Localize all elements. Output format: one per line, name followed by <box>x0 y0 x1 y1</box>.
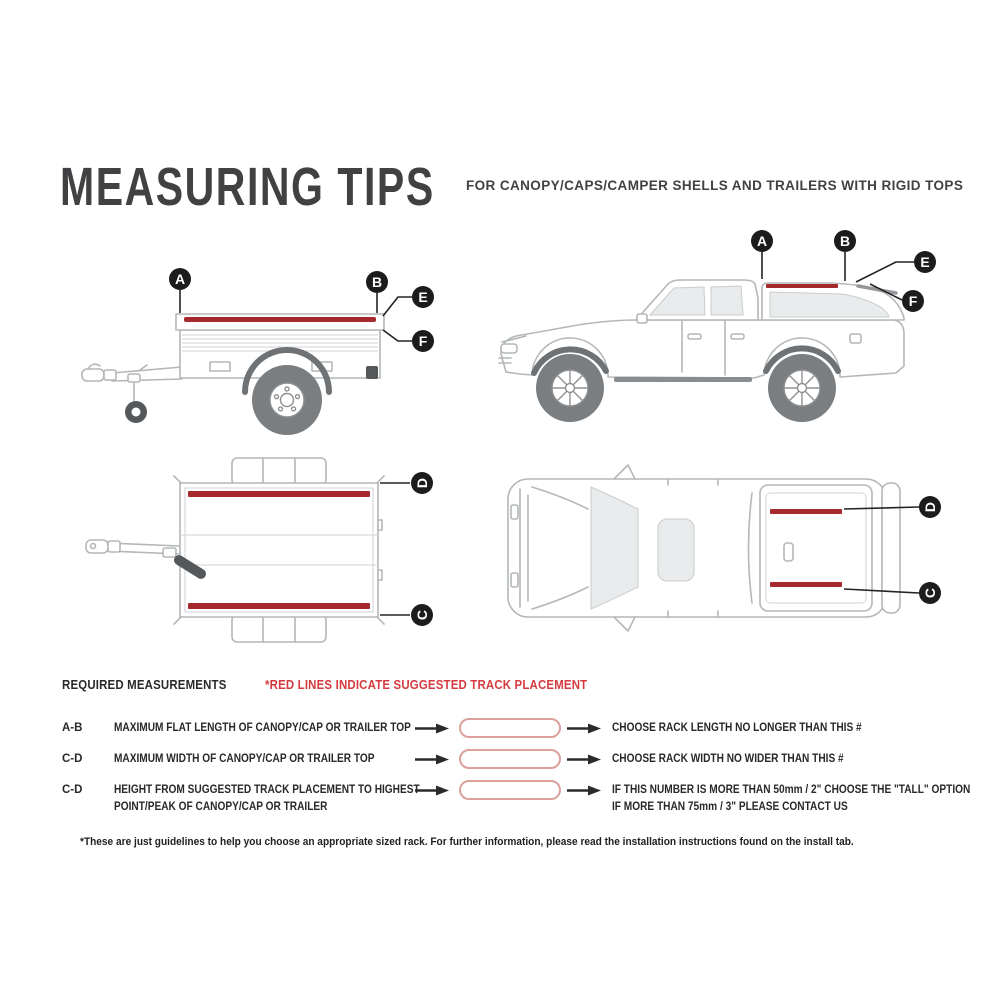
arrow-right-icon <box>414 720 454 734</box>
marker-b-badge <box>834 230 856 252</box>
page-subtitle: FOR CANOPY/CAPS/CAMPER SHELLS AND TRAILERS WITH RIGID TOPS <box>466 178 964 193</box>
row-id: A-B <box>62 722 83 734</box>
marker-b-badge <box>366 271 388 293</box>
svg-text:C: C <box>414 609 430 621</box>
measurement-blank-pill <box>459 780 561 800</box>
marker-c-badge <box>919 582 941 604</box>
measurement-row-ab <box>62 720 950 738</box>
svg-text:A: A <box>174 271 186 287</box>
trailer-top-art <box>86 458 384 642</box>
svg-text:A: A <box>756 233 768 249</box>
truck-side-diagram <box>490 220 950 440</box>
red-lines-note: *RED LINES INDICATE SUGGESTED TRACK PLACEMENT <box>264 677 588 692</box>
svg-text:F: F <box>908 293 918 309</box>
marker-c-badge <box>411 604 433 626</box>
row-result: CHOOSE RACK WIDTH NO WIDER THAN THIS # <box>612 753 844 765</box>
row-result: IF MORE THAN 75mm / 3" PLEASE CONTACT US <box>612 801 848 813</box>
svg-text:B: B <box>371 274 383 290</box>
row-description: MAXIMUM FLAT LENGTH OF CANOPY/CAP OR TRAILER TOP <box>114 722 411 734</box>
trailer-top-diagram <box>60 450 460 670</box>
trailer-side-art <box>82 314 384 435</box>
svg-text:E: E <box>418 289 428 305</box>
svg-text:C: C <box>922 587 938 599</box>
arrow-right-icon <box>414 751 454 765</box>
svg-text:D: D <box>922 501 938 513</box>
truck-side-art <box>499 280 904 422</box>
row-id: C-D <box>62 784 83 796</box>
marker-e-badge <box>412 286 434 308</box>
marker-f-badge <box>412 330 434 352</box>
marker-f-badge <box>902 290 924 312</box>
truck-top-diagram <box>490 455 950 675</box>
marker-d-badge <box>919 496 941 518</box>
row-description: MAXIMUM WIDTH OF CANOPY/CAP OR TRAILER TOP <box>114 753 375 765</box>
marker-a-badge <box>751 230 773 252</box>
row-description: HEIGHT FROM SUGGESTED TRACK PLACEMENT TO HIGHEST <box>114 784 420 796</box>
required-measurements-heading: REQUIRED MEASUREMENTS <box>62 677 227 692</box>
svg-text:D: D <box>414 477 430 489</box>
guidelines-footnote: *These are just guidelines to help you choose an appropriate sized rack. For further information, please read the installation instructions found on the install tab. <box>80 836 854 848</box>
row-id: C-D <box>62 753 83 765</box>
svg-text:E: E <box>920 254 930 270</box>
row-result: CHOOSE RACK LENGTH NO LONGER THAN THIS # <box>612 722 862 734</box>
marker-a-badge <box>169 268 191 290</box>
measurement-row-cd-height <box>62 782 971 816</box>
measurement-row-cd-width <box>62 751 950 769</box>
measurement-rows <box>62 720 971 829</box>
arrow-right-icon <box>414 782 454 796</box>
row-description: POINT/PEAK OF CANOPY/CAP OR TRAILER <box>114 801 328 813</box>
arrow-right-icon <box>566 751 612 765</box>
row-result: IF THIS NUMBER IS MORE THAN 50mm / 2" CHOOSE THE "TALL" OPTION <box>612 784 971 796</box>
svg-text:B: B <box>839 233 851 249</box>
required-measurements-line <box>62 677 631 692</box>
trailer-top-markers <box>380 472 433 626</box>
truck-top-art <box>508 465 900 631</box>
marker-e-badge <box>914 251 936 273</box>
arrow-right-icon <box>566 782 612 796</box>
arrow-right-icon <box>566 720 612 734</box>
page-title: MEASURING TIPS <box>60 157 435 217</box>
measurement-blank-pill <box>459 718 561 738</box>
marker-d-badge <box>411 472 433 494</box>
svg-text:F: F <box>418 333 428 349</box>
measurement-blank-pill <box>459 749 561 769</box>
trailer-side-diagram <box>60 240 460 440</box>
